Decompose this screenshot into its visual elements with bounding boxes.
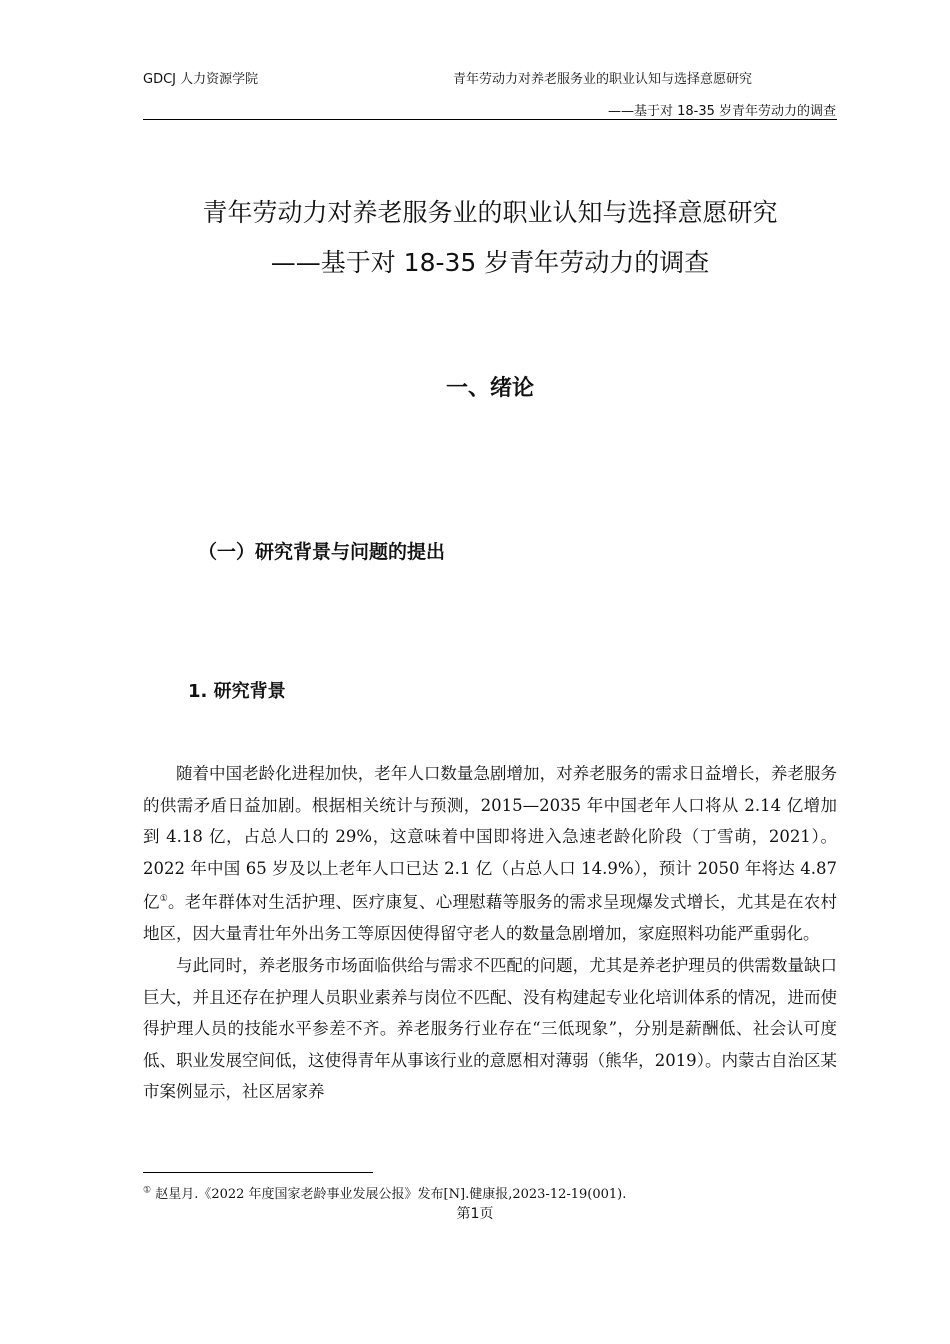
paper-subtitle: ——基于对 18-35 岁青年劳动力的调查 (270, 248, 710, 277)
page-number: 第1页 (456, 1206, 494, 1222)
body-text (143, 758, 837, 1108)
paragraph-2: 与此同时，养老服务市场面临供给与需求不匹配的问题，尤其是养老护理员的供需数量缺口巨大，并且还存在护理人员职业素养与岗位不匹配、没有构建起专业化培训体系的情况，进而使得护理人员的技能水平参差不齐。养老服务行业存在“三低现象”，分别是薪酬低、社会认可度低、职业发展空间低，这使得青年从事该行业的意愿相对薄弱（熊华，2019）。内蒙古自治区某市案例显示，社区居家养 (143, 956, 837, 1102)
header-institution: GDCJ 人力资源学院 (143, 72, 259, 87)
paragraph-1 (143, 758, 837, 950)
header-subtitle: ——基于对 18-35 岁青年劳动力的调查 (607, 104, 836, 119)
subsection-heading: （一）研究背景与问题的提出 (198, 541, 446, 563)
footnote-divider (143, 1172, 373, 1173)
footnote-reference: ① (159, 894, 169, 905)
subsubsection-heading: 1. 研究背景 (188, 681, 286, 702)
footnote-text: 赵星月.《2022 年度国家老龄事业发展公报》发布[N].健康报,2023-12-19(001). (151, 1187, 627, 1202)
paper-title: 青年劳动力对养老服务业的职业认知与选择意愿研究 (202, 198, 778, 227)
header-title: 青年劳动力对养老服务业的职业认知与选择意愿研究 (453, 72, 753, 87)
footnote-mark: ① (143, 1185, 152, 1196)
header-divider (143, 119, 837, 120)
footnote (143, 1183, 626, 1202)
paragraph-1-part-b: 。老年群体对生活护理、医疗康复、心理慰藉等服务的需求呈现爆发式增长，尤其是在农村地区，因大量青壮年外出务工等原因使得留守老人的数量急剧增加，家庭照料功能严重弱化。 (143, 892, 838, 944)
section-heading: 一、绪论 (445, 376, 534, 401)
paragraph-1-part-a: 随着中国老龄化进程加快，老年人口数量急剧增加，对养老服务的需求日益增长，养老服务的供需矛盾日益加剧。根据相关统计与预测，2015—2035 年中国老年人口将从 2.14 亿增加到 4.18 亿，占总人口的 29%，这意味着中国即将进入急速老龄化阶段（丁雪萌，2021）。2022 年中国 65 岁及以上老年人口已达 2.1 亿（占总人口 14.9%），预计 2050 年将达 4.87 亿 (143, 764, 837, 912)
